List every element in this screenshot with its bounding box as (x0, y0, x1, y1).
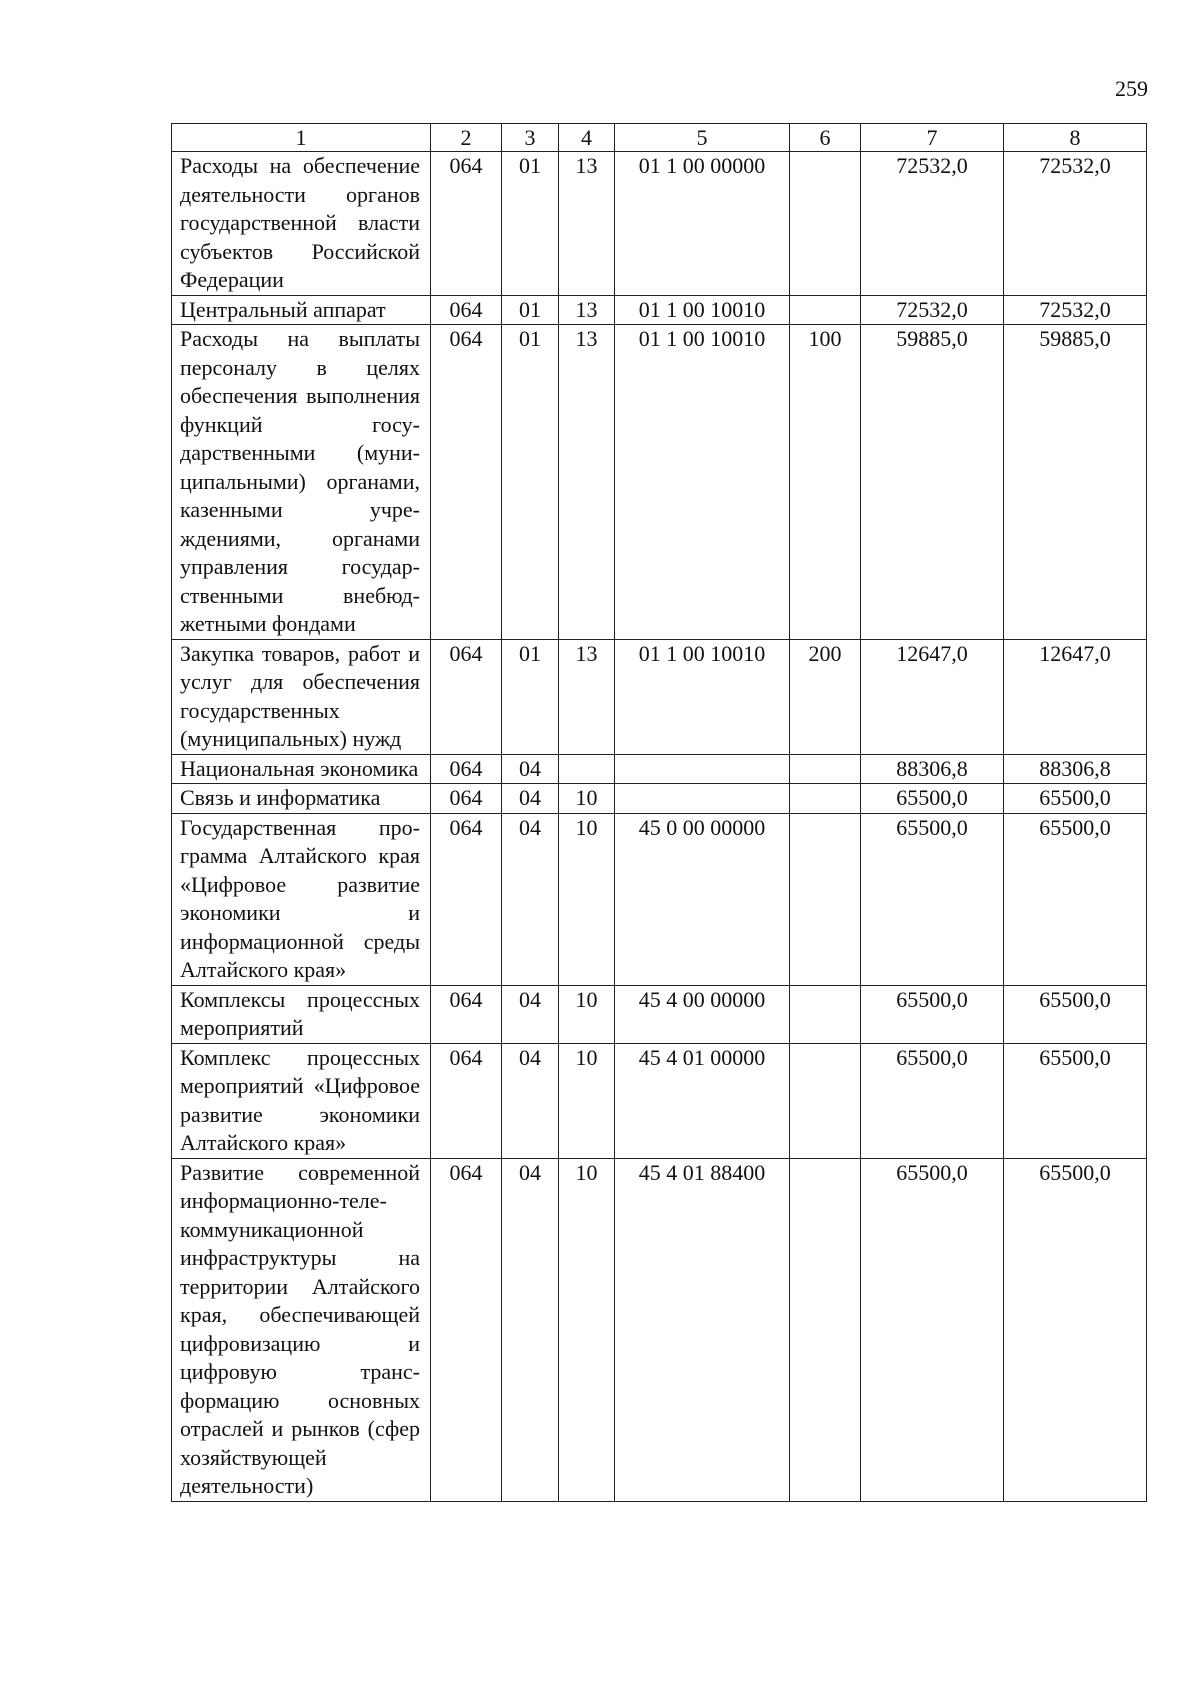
table-row (172, 1043, 1147, 1158)
row-name-cell: Комплекс процессных мероприятий «Цифровое развитие экономики Алтайского края» (172, 1043, 431, 1158)
section-cell: 01 (502, 639, 559, 754)
subsection-cell: 13 (559, 325, 615, 640)
column-header-4: 4 (559, 124, 615, 152)
admin-code-cell: 064 (431, 1043, 502, 1158)
column-header-6: 6 (790, 124, 861, 152)
section-cell: 04 (502, 1043, 559, 1158)
expense-type-cell: 100 (790, 325, 861, 640)
subsection-cell: 10 (559, 1158, 615, 1501)
subsection-cell: 13 (559, 295, 615, 325)
table-row (172, 152, 1147, 296)
target-article-cell: 01 1 00 10010 (615, 325, 790, 640)
subsection-cell: 13 (559, 639, 615, 754)
table-row (172, 813, 1147, 985)
section-cell: 04 (502, 1158, 559, 1501)
budget-table (171, 123, 1147, 1502)
amount-col7-cell: 65500,0 (861, 985, 1004, 1043)
admin-code-cell: 064 (431, 295, 502, 325)
table-row (172, 295, 1147, 325)
table-header-row (172, 124, 1147, 152)
expense-type-cell (790, 985, 861, 1043)
column-header-7: 7 (861, 124, 1004, 152)
row-name-cell: Расходы на обеспечение деятельности органов государственной власти субъектов Российской Федерации (172, 152, 431, 296)
amount-col8-cell: 65500,0 (1004, 1158, 1147, 1501)
admin-code-cell: 064 (431, 985, 502, 1043)
table-row (172, 985, 1147, 1043)
target-article-cell: 45 0 00 00000 (615, 813, 790, 985)
section-cell: 01 (502, 295, 559, 325)
amount-col7-cell: 65500,0 (861, 1043, 1004, 1158)
section-cell: 01 (502, 325, 559, 640)
table-row (172, 784, 1147, 814)
section-cell: 04 (502, 813, 559, 985)
target-article-cell: 45 4 01 00000 (615, 1043, 790, 1158)
admin-code-cell: 064 (431, 639, 502, 754)
expense-type-cell (790, 152, 861, 296)
row-name-cell: Развитие современной информационно-телекоммуникационной инфраструктуры на территории Алтайского края, обеспечивающей цифровизацию и цифровую трансформацию основных отраслей и рынков (сфер хозяйствующей деятельности) (172, 1158, 431, 1501)
amount-col7-cell: 72532,0 (861, 295, 1004, 325)
subsection-cell: 10 (559, 1043, 615, 1158)
row-name-cell: Национальная экономика (172, 754, 431, 784)
amount-col7-cell: 59885,0 (861, 325, 1004, 640)
expense-type-cell (790, 784, 861, 814)
row-name-cell: Расходы на выплаты персоналу в целях обеспечения выполнения функций государственными (муниципальными) органами, казенными учреждениями, органами управления государственными внебюджетными фондами (172, 325, 431, 640)
amount-col8-cell: 65500,0 (1004, 1043, 1147, 1158)
column-header-2: 2 (431, 124, 502, 152)
subsection-cell: 10 (559, 784, 615, 814)
section-cell: 04 (502, 754, 559, 784)
admin-code-cell: 064 (431, 152, 502, 296)
amount-col7-cell: 72532,0 (861, 152, 1004, 296)
column-header-8: 8 (1004, 124, 1147, 152)
expense-type-cell (790, 1043, 861, 1158)
amount-col8-cell: 59885,0 (1004, 325, 1147, 640)
section-cell: 01 (502, 152, 559, 296)
table-row (172, 754, 1147, 784)
table-row (172, 1158, 1147, 1501)
admin-code-cell: 064 (431, 754, 502, 784)
admin-code-cell: 064 (431, 784, 502, 814)
expense-type-cell: 200 (790, 639, 861, 754)
column-header-3: 3 (502, 124, 559, 152)
row-name-cell: Государственная программа Алтайского края «Цифровое развитие экономики и информационной среды Алтайского края» (172, 813, 431, 985)
section-cell: 04 (502, 985, 559, 1043)
page-number: 259 (1115, 76, 1148, 101)
row-name-cell: Центральный аппарат (172, 295, 431, 325)
row-name-cell: Закупка товаров, работ и услуг для обеспечения государственных (муниципальных) нужд (172, 639, 431, 754)
admin-code-cell: 064 (431, 813, 502, 985)
subsection-cell: 13 (559, 152, 615, 296)
amount-col7-cell: 65500,0 (861, 813, 1004, 985)
target-article-cell (615, 754, 790, 784)
admin-code-cell: 064 (431, 325, 502, 640)
table-body (172, 152, 1147, 1502)
amount-col7-cell: 65500,0 (861, 1158, 1004, 1501)
table-row (172, 325, 1147, 640)
row-name-cell: Комплексы процессных мероприятий (172, 985, 431, 1043)
amount-col8-cell: 88306,8 (1004, 754, 1147, 784)
target-article-cell: 45 4 01 88400 (615, 1158, 790, 1501)
amount-col8-cell: 72532,0 (1004, 295, 1147, 325)
subsection-cell (559, 754, 615, 784)
subsection-cell: 10 (559, 813, 615, 985)
expense-type-cell (790, 813, 861, 985)
amount-col8-cell: 72532,0 (1004, 152, 1147, 296)
amount-col7-cell: 88306,8 (861, 754, 1004, 784)
amount-col7-cell: 65500,0 (861, 784, 1004, 814)
amount-col8-cell: 65500,0 (1004, 813, 1147, 985)
subsection-cell: 10 (559, 985, 615, 1043)
target-article-cell: 01 1 00 10010 (615, 639, 790, 754)
admin-code-cell: 064 (431, 1158, 502, 1501)
target-article-cell: 01 1 00 10010 (615, 295, 790, 325)
amount-col8-cell: 65500,0 (1004, 985, 1147, 1043)
table-row (172, 639, 1147, 754)
row-name-cell: Связь и информатика (172, 784, 431, 814)
amount-col7-cell: 12647,0 (861, 639, 1004, 754)
target-article-cell: 01 1 00 00000 (615, 152, 790, 296)
column-header-1: 1 (172, 124, 431, 152)
amount-col8-cell: 12647,0 (1004, 639, 1147, 754)
expense-type-cell (790, 754, 861, 784)
section-cell: 04 (502, 784, 559, 814)
column-header-5: 5 (615, 124, 790, 152)
expense-type-cell (790, 295, 861, 325)
amount-col8-cell: 65500,0 (1004, 784, 1147, 814)
expense-type-cell (790, 1158, 861, 1501)
target-article-cell: 45 4 00 00000 (615, 985, 790, 1043)
target-article-cell (615, 784, 790, 814)
